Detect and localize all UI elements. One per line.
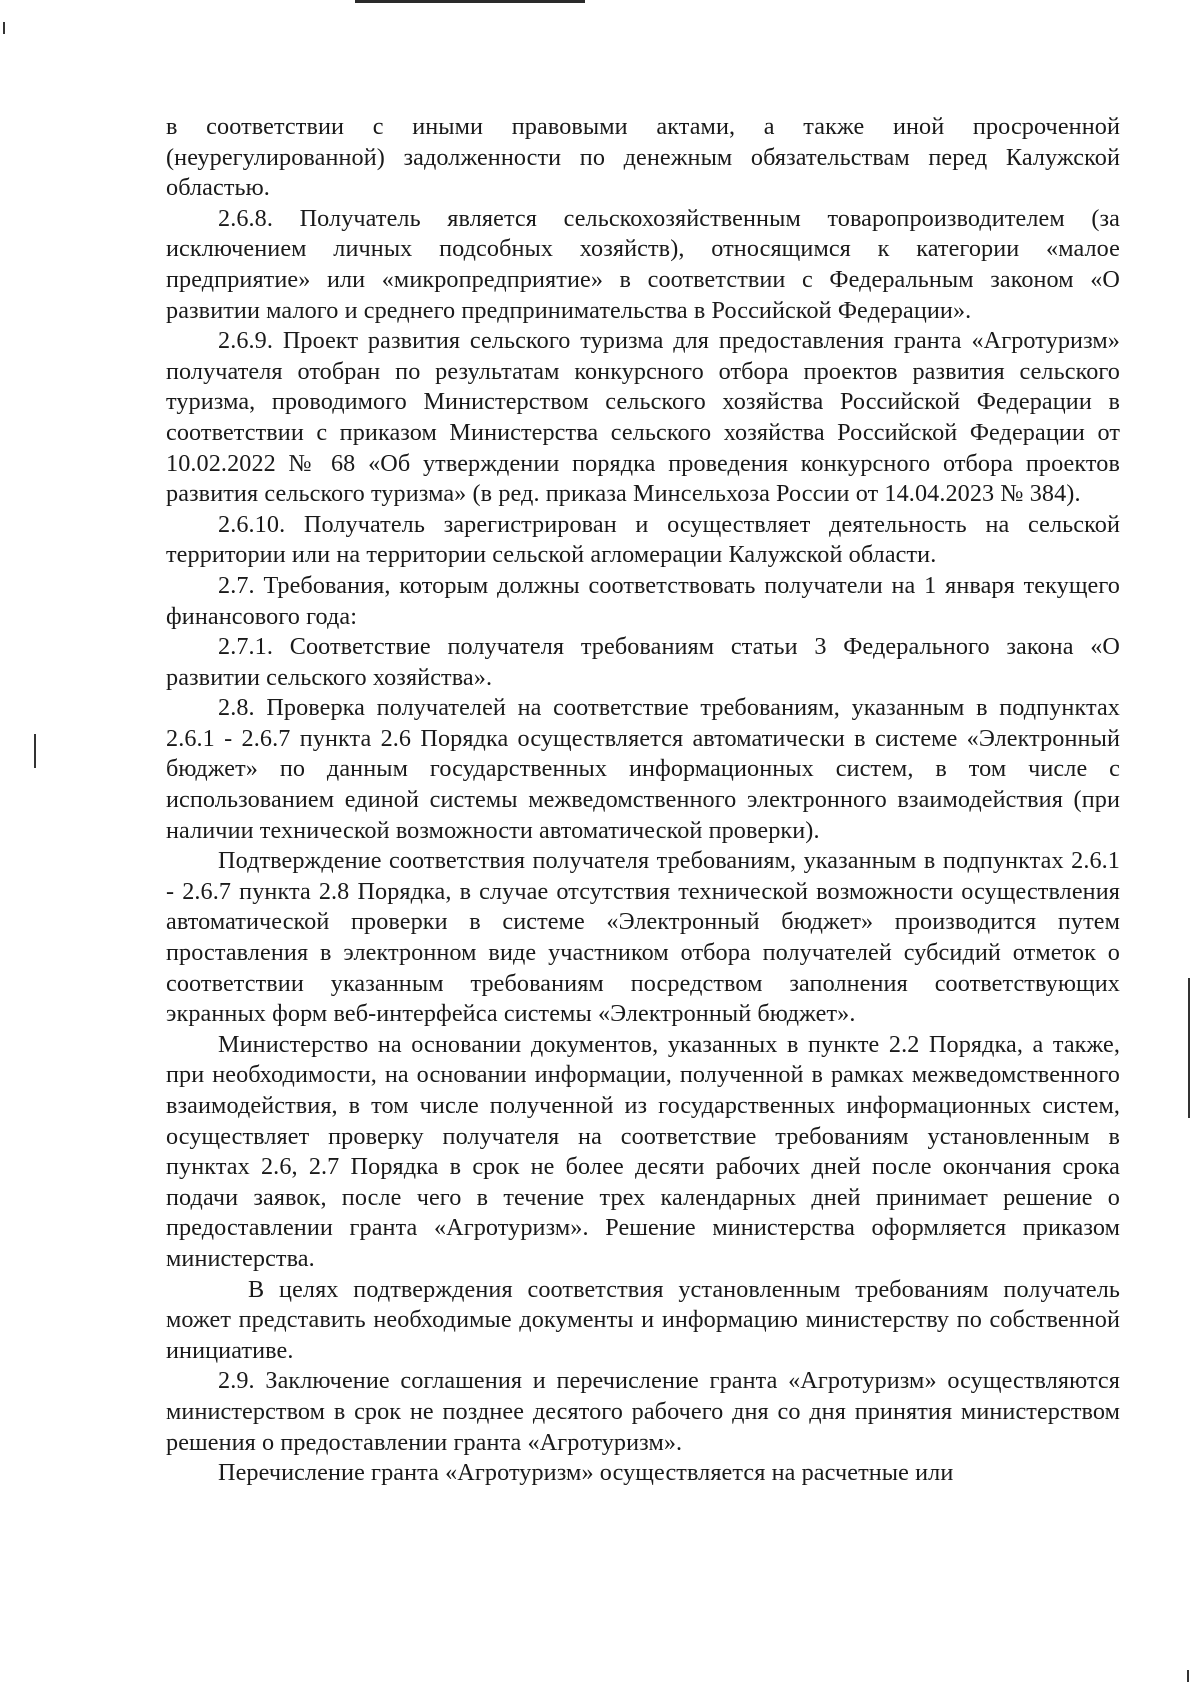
paragraph-own-initiative: В целях подтверждения соответствия установленным требованиям получатель может представить необходимые документы и информацию министерству по собственной инициативе.: [166, 1275, 1120, 1364]
paragraph-ministry-check: Министерство на основании документов, указанных в пункте 2.2 Порядка, а также, при необходимости, на основании информации, полученной в рамках межведомственного взаимодействия, в том числе полученной из государственных информационных систем, осуществляет проверку получателя на соответствие требованиям установленным в пунктах 2.6, 2.7 Порядка в срок не более десяти рабочих дней после окончания срока подачи заявок, после чего в течение трех календарных дней принимает решение о предоставлении гранта «Агротуризм». Решение министерства оформляется приказом министерства.: [166, 1030, 1120, 1272]
paragraph-2-9: 2.9. Заключение соглашения и перечисление гранта «Агротуризм» осуществляются министерством в срок не позднее десятого рабочего дня со дня принятия министерством решения о предоставлении гранта «Агротуризм».: [166, 1367, 1120, 1456]
scan-mark-left-margin: [34, 734, 36, 768]
paragraph-transfer: Перечисление гранта «Агротуризм» осуществляется на расчетные или: [218, 1459, 954, 1487]
document-body: [166, 112, 1120, 1489]
paragraph-continuation: в соответствии с иными правовыми актами, а также иной просроченной (неурегулированной) задолженности по денежным обязательствам перед Калужской областью.: [166, 113, 1120, 202]
paragraph-2-6-9: 2.6.9. Проект развития сельского туризма для предоставления гранта «Агротуризм» получателя отобран по результатам конкурсного отбора проектов развития сельского туризма, проводимого Министерством сельского хозяйства Российской Федерации в соответствии с приказом Министерства сельского хозяйства Российской Федерации от 10.02.2022 № 68 «Об утверждении порядка проведения конкурсного отбора проектов развития сельского туризма» (в ред. приказа Минсельхоза России от 14.04.2023 № 384).: [166, 327, 1120, 508]
scan-mark-right-margin: [1188, 978, 1190, 1118]
paragraph-confirmation: Подтверждение соответствия получателя требованиям, указанным в подпунктах 2.6.1 - 2.6.7 пункта 2.8 Порядка, в случае отсутствия технической возможности осуществления автоматической проверки в системе «Электронный бюджет» производится путем проставления в электронном виде участником отбора получателей субсидий отметок о соответствии указанным требованиям посредством заполнения соответствующих экранных форм веб-интерфейса системы «Электронный бюджет».: [166, 847, 1120, 1028]
paragraph-2-6-10: 2.6.10. Получатель зарегистрирован и осуществляет деятельность на сельской территории или на территории сельской агломерации Калужской области.: [166, 510, 1120, 569]
paragraph-2-8: 2.8. Проверка получателей на соответствие требованиям, указанным в подпунктах 2.6.1 - 2.6.7 пункта 2.6 Порядка осуществляется автоматически в системе «Электронный бюджет» по данным государственных информационных систем, в том числе с использованием единой системы межведомственного электронного взаимодействия (при наличии технической возможности автоматической проверки).: [166, 694, 1120, 844]
scan-mark-bottom-right: [1187, 1670, 1189, 1682]
paragraph-2-6-8: 2.6.8. Получатель является сельскохозяйственным товаропроизводителем (за исключением личных подсобных хозяйств), относящимся к категории «малое предприятие» или «микропредприятие» в соответствии с Федеральным законом «О развитии малого и среднего предпринимательства в Российской Федерации».: [166, 204, 1120, 324]
paragraph-2-7: 2.7. Требования, которым должны соответствовать получатели на 1 января текущего финансового года:: [166, 571, 1120, 630]
header-rule: [355, 0, 585, 3]
paragraph-2-7-1: 2.7.1. Соответствие получателя требованиям статьи 3 Федерального закона «О развитии сельского хозяйства».: [166, 633, 1120, 691]
scan-mark-left: [3, 22, 5, 34]
